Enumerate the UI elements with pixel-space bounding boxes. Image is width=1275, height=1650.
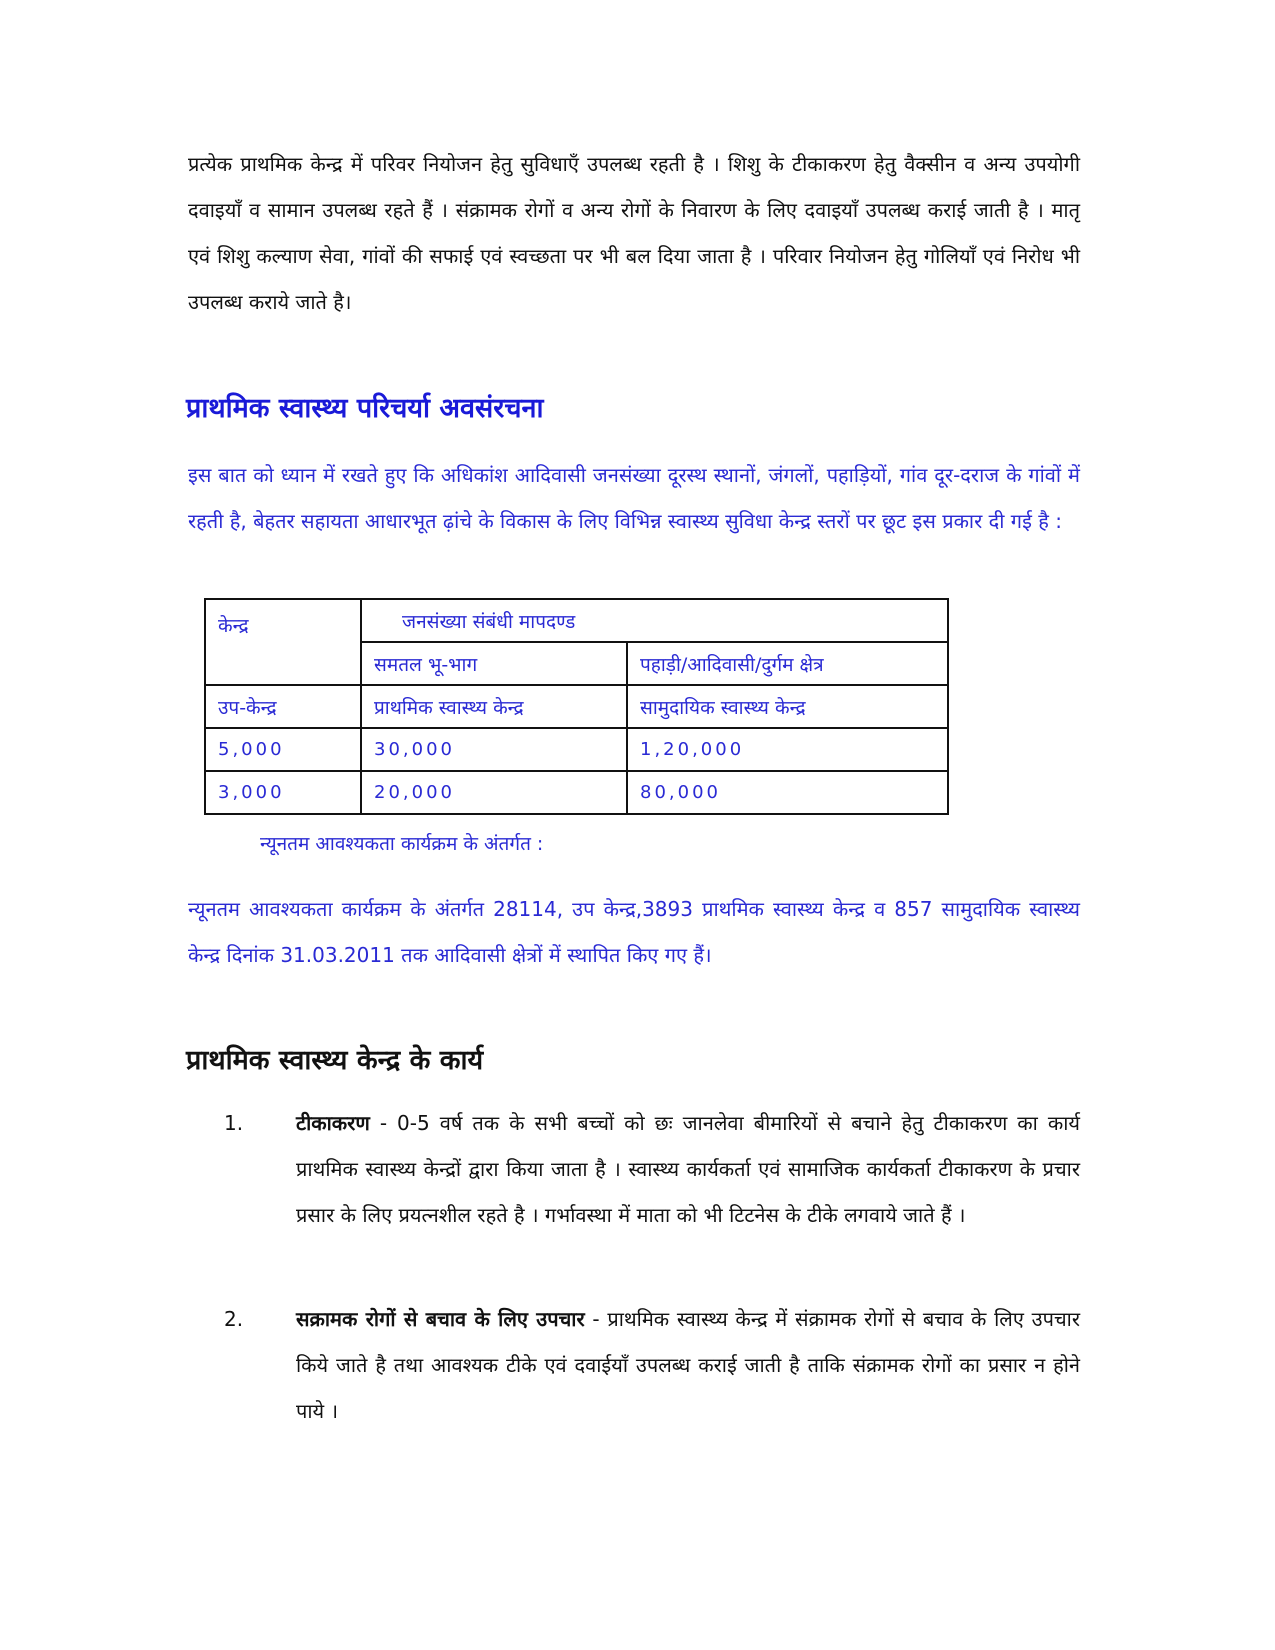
list-item-number: 2. [224, 1307, 244, 1331]
population-criteria-table [204, 598, 949, 815]
section-heading-phc-functions: प्राथमिक स्वास्थ्य केन्द्र के कार्य [186, 1045, 484, 1076]
list-item-body: - 0-5 वर्ष तक के सभी बच्चों को छः जानलेवा बीमारियों से बचाने हेतु टीकाकरण का कार्य प्राथमिक स्वास्थ्य केन्द्रों द्वारा किया जाता है । स्वास्थ्य कार्यकर्ता एवं सामाजिक कार्यकर्ता टीकाकरण के प्रचार प्रसार के लिए प्रयत्नशील रहते है । गर्भावस्था में माता को भी टिटनेस के टीके लगवाये जाते हैं । [296, 1111, 1080, 1227]
mnp-note: न्यूनतम आवश्यकता कार्यक्रम के अंतर्गत : [260, 833, 544, 855]
list-item-title: टीकाकरण [296, 1111, 370, 1135]
table-label-chc: सामुदायिक स्वास्थ्य केन्द्र [627, 685, 948, 728]
table-subheader-plain: समतल भू-भाग [361, 642, 627, 685]
table-cell: 20,000 [361, 771, 627, 814]
table-cell: 1,20,000 [627, 728, 948, 771]
table-header-row [205, 599, 948, 642]
table-row [205, 771, 948, 814]
intro-paragraph: प्रत्येक प्राथमिक केन्द्र में परिवर नियोजन हेतु सुविधाएँ उपलब्ध रहती है । शिशु के टीकाकरण हेतु वैक्सीन व अन्य उपयोगी दवाइयाँ व सामान उपलब्ध रहते हैं । संक्रामक रोगों व अन्य रोगों के निवारण के लिए दवाइयाँ उपलब्ध कराई जाती है । मातृ एवं शिशु कल्याण सेवा, गांवों की सफाई एवं स्वच्छता पर भी बल दिया जाता है । परिवार नियोजन हेतु गोलियाँ एवं निरोध भी उपलब्ध कराये जाते है। [188, 152, 1080, 314]
section-heading-infrastructure: प्राथमिक स्वास्थ्य परिचर्या अवसंरचना [186, 393, 544, 424]
table-row [205, 685, 948, 728]
table-label-phc: प्राथमिक स्वास्थ्य केन्द्र [361, 685, 627, 728]
table-header-group: जनसंख्या संबंधी मापदण्ड [361, 599, 948, 642]
table-label-subcentre: उप-केन्द्र [205, 685, 361, 728]
infrastructure-paragraph: इस बात को ध्यान में रखते हुए कि अधिकांश आदिवासी जनसंख्या दूरस्थ स्थानों, जंगलों, पहाड़ियों, गांव दूर-दराज के गांवों में रहती है, बेहतर सहायता आधारभूत ढ़ांचे के विकास के लिए विभिन्न स्वास्थ्य सुविधा केन्द्र स्तरों पर छूट इस प्रकार दी गई है : [188, 463, 1080, 533]
table-subheader-hilly: पहाड़ी/आदिवासी/दुर्गम क्षेत्र [627, 642, 948, 685]
table-row [205, 728, 948, 771]
table-cell: 5,000 [205, 728, 361, 771]
list-item-title: सक्रामक रोगों से बचाव के लिए उपचार [296, 1307, 585, 1331]
list-item-number: 1. [224, 1111, 244, 1135]
list-item-body: - प्राथमिक स्वास्थ्य केन्द्र में संक्रामक रोगों से बचाव के लिए उपचार किये जाते है तथा आवश्यक टीके एवं दवाईयाँ उपलब्ध कराई जाती है ताकि संक्रामक रोगों का प्रसार न होने पाये । [296, 1307, 1080, 1423]
table-cell: 3,000 [205, 771, 361, 814]
list-item-text [296, 1296, 1080, 1434]
table-cell: 30,000 [361, 728, 627, 771]
list-item-text [296, 1100, 1080, 1238]
table-header-centre: केन्द्र [205, 599, 361, 685]
table-cell: 80,000 [627, 771, 948, 814]
mnp-paragraph: न्यूनतम आवश्यकता कार्यक्रम के अंतर्गत 28114, उप केन्द्र,3893 प्राथमिक स्वास्थ्य केन्द्र व 857 सामुदायिक स्वास्थ्य केन्द्र दिनांक 31.03.2011 तक आदिवासी क्षेत्रों में स्थापित किए गए हैं। [188, 897, 1080, 967]
